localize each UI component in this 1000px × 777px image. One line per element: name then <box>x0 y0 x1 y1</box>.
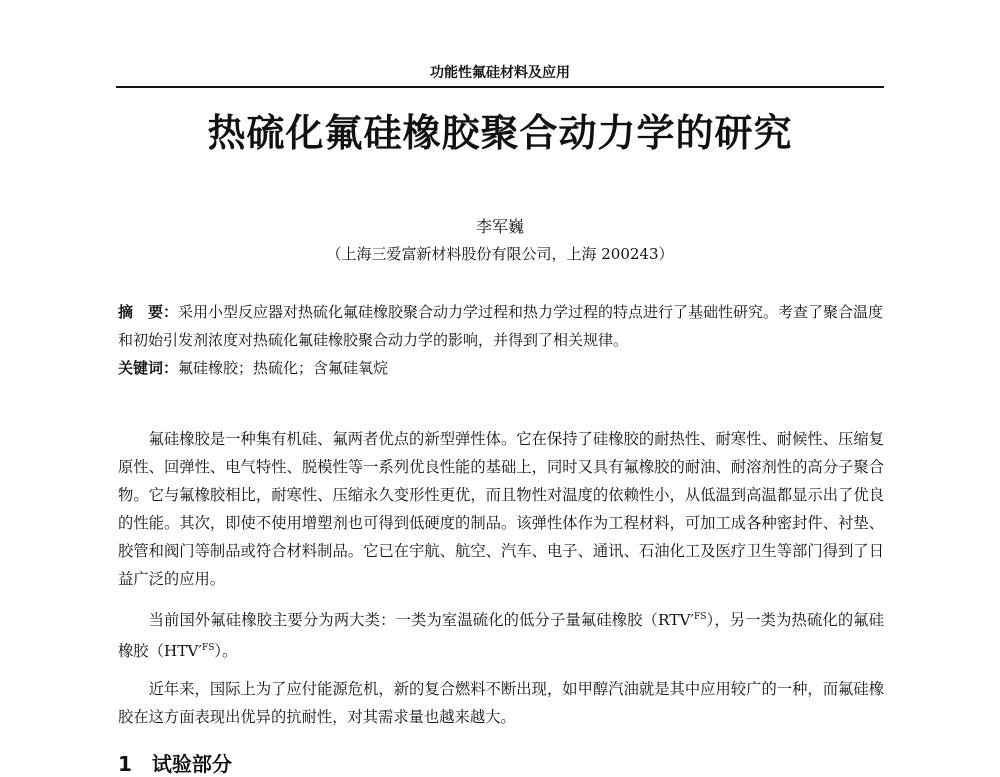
superscript-fs-1: FS <box>693 612 707 622</box>
affiliation: （上海三爱富新材料股份有限公司，上海 200243） <box>326 245 674 263</box>
running-head: 功能性氟硅材料及应用 <box>430 65 570 81</box>
paragraph-2 <box>118 603 884 665</box>
header-rule <box>116 86 884 88</box>
paragraph-2-part-a: 当前国外氟硅橡胶主要分为两大类：一类为室温硫化的低分子量氟硅橡胶（RTV′ <box>148 611 694 630</box>
body-text <box>118 425 884 741</box>
abstract-block <box>118 298 884 382</box>
paragraph-1: 氟硅橡胶是一种集有机硅、氟两者优点的新型弹性体。它在保持了硅橡胶的耐热性、耐寒性、耐候性、压缩复原性、回弹性、电气特性、脱模性等一系列优良性能的基础上，同时又具有氟橡胶的耐油、耐溶剂性的高分子聚合物。它与氟橡胶相比，耐寒性、压缩永久变形性更优，而且物性对温度的依赖性小，从低温到高温都显示出了优良的性能。其次，即使不使用增塑剂也可得到低硬度的制品。该弹性体作为工程材料，可加工成各种密封件、衬垫、胶管和阀门等制品或符合材料制品。它已在宇航、航空、汽车、电子、通讯、石油化工及医疗卫生等部门得到了日益广泛的应用。 <box>118 430 884 588</box>
keywords-text: 氟硅橡胶；热硫化；含氟硅氧烷 <box>178 359 389 377</box>
abstract-label: 摘 要： <box>118 303 179 321</box>
paragraph-2-part-c: ）。 <box>214 642 238 661</box>
section-heading: 1 试验部分 <box>118 752 232 776</box>
paragraph-3: 近年来，国际上为了应付能源危机，新的复合燃料不断出现，如甲醇汽油就是其中应用较广的一种，而氟硅橡胶在这方面表现出优异的抗耐性，对其需求量也越来越大。 <box>118 680 884 727</box>
author: 李军巍 <box>475 217 524 236</box>
keywords-label: 关键词： <box>118 359 179 377</box>
keywords <box>118 354 884 382</box>
abstract-text: 采用小型反应器对热硫化氟硅橡胶聚合动力学过程和热力学过程的特点进行了基础性研究。考查了聚合温度和初始引发剂浓度对热硫化氟硅橡胶聚合动力学的影响，并得到了相关规律。 <box>118 303 884 349</box>
abstract <box>118 298 884 354</box>
superscript-fs-2: FS <box>201 643 215 654</box>
paragraph-2-part-b: ），另一类为热硫化的氟硅橡胶（HTV′ <box>118 611 884 661</box>
paper-title: 热硫化氟硅橡胶聚合动力学的研究 <box>207 111 793 155</box>
